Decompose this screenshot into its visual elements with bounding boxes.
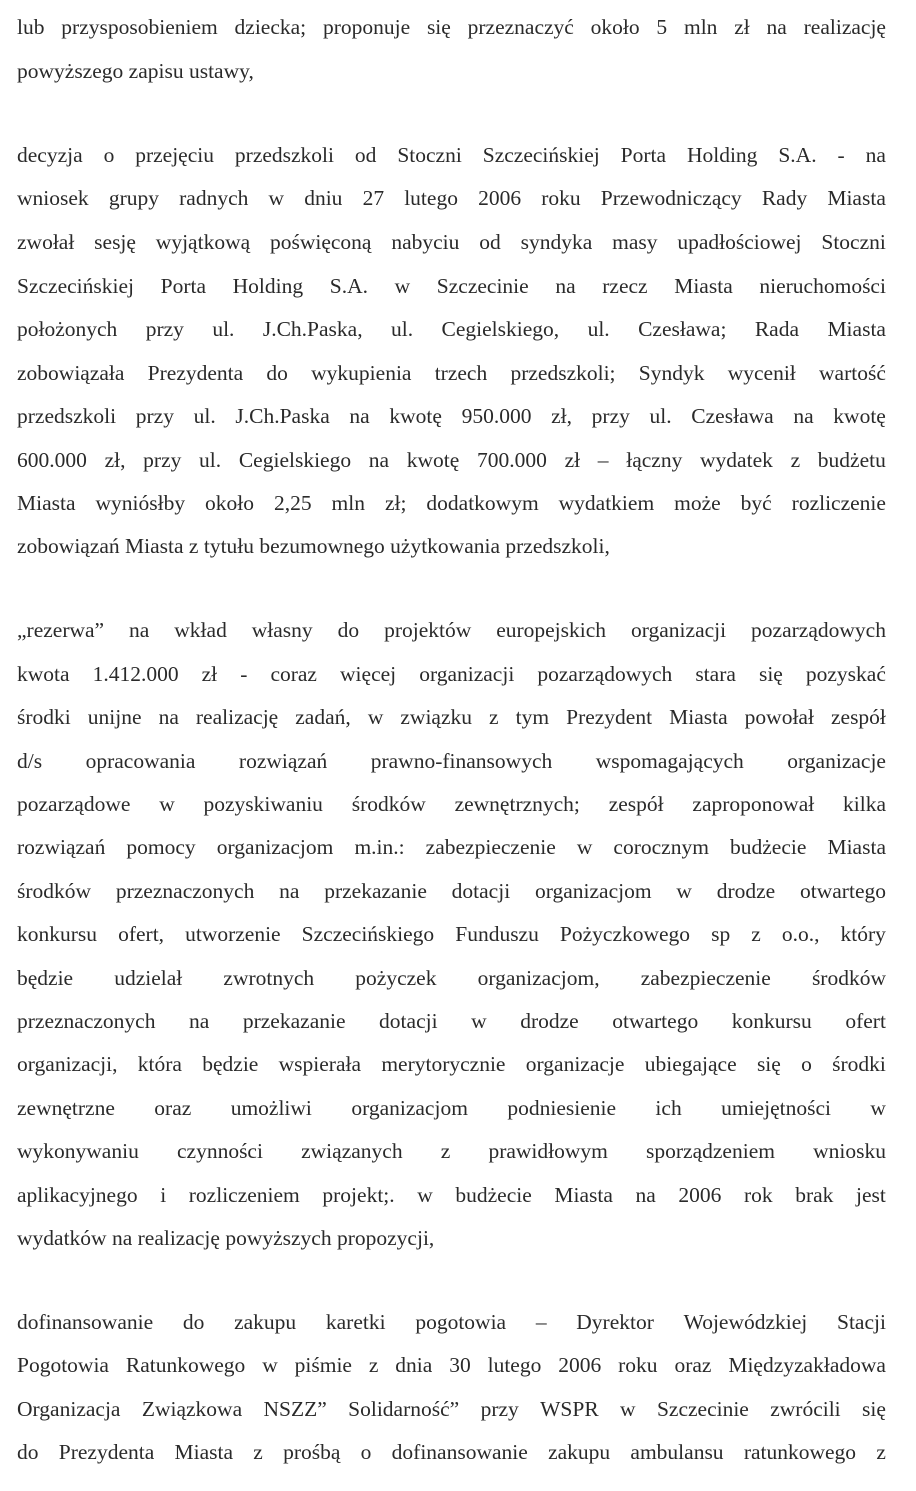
text-line: środki unijne na realizację zadań, w związku z tym Prezydent Miasta powołał zespół [17,705,886,729]
text-line: zwołał sesję wyjątkową poświęconą nabyciu od syndyka masy upadłościowej Stoczni [17,230,886,254]
text-line: aplikacyjnego i rozliczeniem projekt;. w budżecie Miasta na 2006 rok brak jest [17,1183,886,1207]
text-line: zobowiązała Prezydenta do wykupienia trzech przedszkoli; Syndyk wycenił wartość [17,361,886,385]
text-line: kwota 1.412.000 zł - coraz więcej organizacji pozarządowych stara się pozyskać [17,662,886,686]
text-line: d/s opracowania rozwiązań prawno-finansowych wspomagających organizacje [17,749,886,773]
text-line: pozarządowe w pozyskiwaniu środków zewnętrznych; zespół zaproponował kilka [17,792,886,816]
text-line: dofinansowanie do zakupu karetki pogotowia – Dyrektor Wojewódzkiej Stacji [17,1310,886,1334]
text-line: przedszkoli przy ul. J.Ch.Paska na kwotę 950.000 zł, przy ul. Czesława na kwotę [17,404,886,428]
text-line: przeznaczonych na przekazanie dotacji w drodze otwartego konkursu ofert [17,1009,886,1033]
text-line: decyzja o przejęciu przedszkoli od Stoczni Szczecińskiej Porta Holding S.A. - na [17,143,886,167]
text-line: konkursu ofert, utworzenie Szczecińskiego Funduszu Pożyczkowego sp z o.o., który [17,922,886,946]
text-line: 600.000 zł, przy ul. Cegielskiego na kwotę 700.000 zł – łączny wydatek z budżetu [17,448,886,472]
text-line: środków przeznaczonych na przekazanie dotacji organizacjom w drodze otwartego [17,879,886,903]
text-line: Miasta wyniósłby około 2,25 mln zł; dodatkowym wydatkiem może być rozliczenie [17,491,886,515]
text-line: powyższego zapisu ustawy, [17,59,254,83]
text-line: Szczecińskiej Porta Holding S.A. w Szczecinie na rzecz Miasta nieruchomości [17,274,886,298]
text-line: wykonywaniu czynności związanych z prawidłowym sporządzeniem wniosku [17,1139,886,1163]
text-line: lub przysposobieniem dziecka; proponuje się przeznaczyć około 5 mln zł na realizację [17,15,886,39]
text-line: „rezerwa” na wkład własny do projektów europejskich organizacji pozarządowych [17,618,886,642]
text-line: zewnętrzne oraz umożliwi organizacjom podniesienie ich umiejętności w [17,1096,886,1120]
text-line: położonych przy ul. J.Ch.Paska, ul. Cegielskiego, ul. Czesława; Rada Miasta [17,317,886,341]
text-line: organizacji, która będzie wspierała merytorycznie organizacje ubiegające się o środki [17,1052,886,1076]
text-line: wniosek grupy radnych w dniu 27 lutego 2006 roku Przewodniczący Rady Miasta [17,186,886,210]
text-line: będzie udzielał zwrotnych pożyczek organizacjom, zabezpieczenie środków [17,966,886,990]
text-line: Organizacja Związkowa NSZZ” Solidarność” przy WSPR w Szczecinie zwrócili się [17,1397,886,1421]
text-line: wydatków na realizację powyższych propozycji, [17,1226,435,1250]
text-line: zobowiązań Miasta z tytułu bezumownego użytkowania przedszkoli, [17,534,610,558]
text-line: Pogotowia Ratunkowego w piśmie z dnia 30 lutego 2006 roku oraz Międzyzakładowa [17,1353,886,1377]
text-line: do Prezydenta Miasta z prośbą o dofinansowanie zakupu ambulansu ratunkowego z [17,1440,886,1464]
text-line: rozwiązań pomocy organizacjom m.in.: zabezpieczenie w corocznym budżecie Miasta [17,835,886,859]
